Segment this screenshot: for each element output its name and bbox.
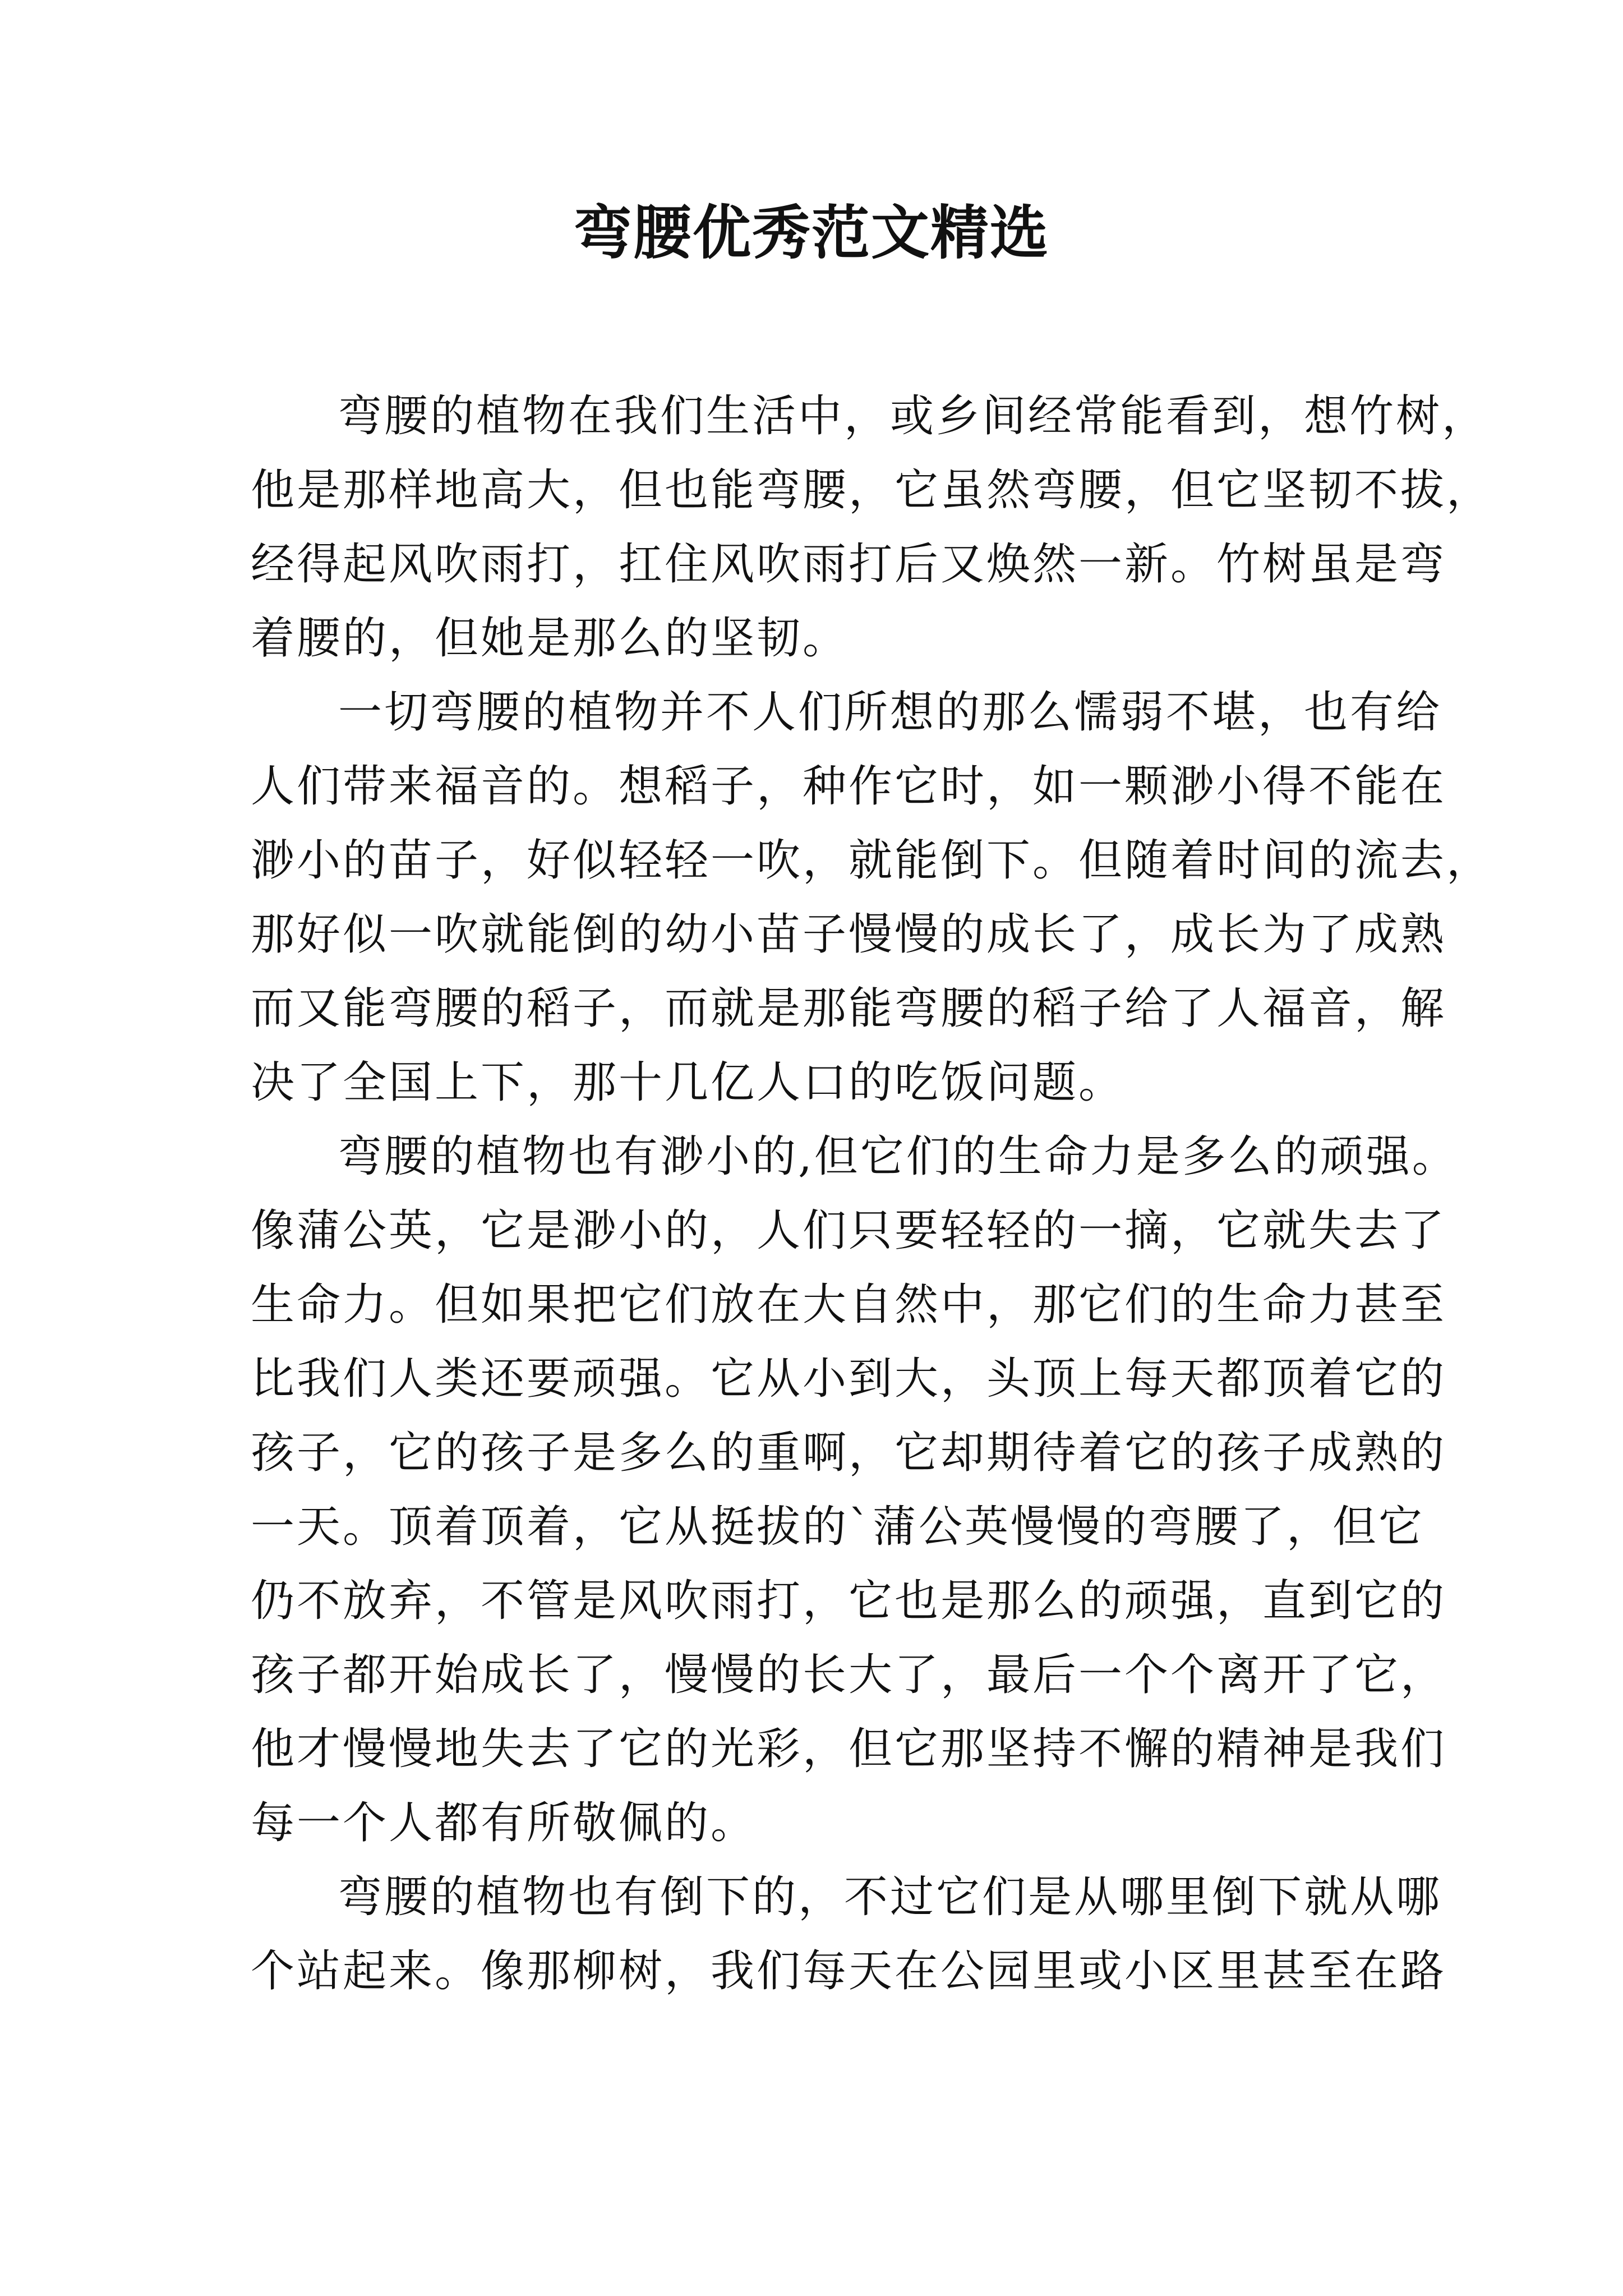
paragraph-2-line-3: 渺小的苗子，好似轻轻一吹，就能倒下。但随着时间的流去， bbox=[251, 835, 1493, 886]
paragraph-3-line-3: 生命力。但如果把它们放在大自然中，那它们的生命力甚至 bbox=[251, 1280, 1447, 1330]
document-body bbox=[251, 379, 1493, 2008]
paragraph-2-line-2: 人们带来福音的。想稻子，种作它时，如一颗渺小得不能在 bbox=[251, 761, 1447, 812]
paragraph-1-line-1: 弯腰的植物在我们生活中，或乡间经常能看到，想竹树， bbox=[338, 391, 1488, 441]
paragraph-3-line-6: 一天。顶着顶着，它从挺拔的`蒲公英慢慢的弯腰了，但它 bbox=[251, 1502, 1425, 1552]
paragraph-1-line-3: 经得起风吹雨打，扛住风吹雨打后又焕然一新。竹树虽是弯 bbox=[251, 539, 1447, 590]
paragraph-4-line-1: 弯腰的植物也有倒下的，不过它们是从哪里倒下就从哪 bbox=[338, 1872, 1442, 1922]
paragraph-2-line-1: 一切弯腰的植物并不人们所想的那么懦弱不堪，也有给 bbox=[338, 687, 1442, 738]
paragraph-1-line-2: 他是那样地高大，但也能弯腰，它虽然弯腰，但它坚韧不拔， bbox=[251, 465, 1493, 516]
paragraph-3-line-8: 孩子都开始成长了，慢慢的长大了，最后一个个离开了它， bbox=[251, 1650, 1447, 1700]
paragraph-3-line-2: 像蒲公英，它是渺小的，人们只要轻轻的一摘，它就失去了 bbox=[251, 1205, 1447, 1256]
paragraph-1-line-4: 着腰的，但她是那么的坚韧。 bbox=[251, 613, 849, 664]
paragraph-3-line-7: 仍不放弃，不管是风吹雨打，它也是那么的顽强，直到它的 bbox=[251, 1576, 1447, 1626]
paragraph-2-line-4: 那好似一吹就能倒的幼小苗子慢慢的成长了，成长为了成熟 bbox=[251, 909, 1447, 960]
paragraph-3-line-9: 他才慢慢地失去了它的光彩，但它那坚持不懈的精神是我们 bbox=[251, 1724, 1447, 1774]
paragraph-2-line-6: 决了全国上下，那十几亿人口的吃饭问题。 bbox=[251, 1057, 1125, 1108]
document-title: 弯腰优秀范文精选 bbox=[573, 198, 1049, 267]
paragraph-3-line-4: 比我们人类还要顽强。它从小到大，头顶上每天都顶着它的 bbox=[251, 1354, 1447, 1404]
paragraph-2-line-5: 而又能弯腰的稻子，而就是那能弯腰的稻子给了人福音，解 bbox=[251, 983, 1447, 1034]
paragraph-3-line-5: 孩子，它的孩子是多么的重啊，它却期待着它的孩子成熟的 bbox=[251, 1428, 1447, 1478]
paragraph-4-line-2: 个站起来。像那柳树，我们每天在公园里或小区里甚至在路 bbox=[251, 1946, 1447, 1996]
paragraph-3-line-1: 弯腰的植物也有渺小的,但它们的生命力是多么的顽强。 bbox=[338, 1131, 1458, 1182]
paragraph-3-line-10: 每一个人都有所敬佩的。 bbox=[251, 1798, 757, 1848]
